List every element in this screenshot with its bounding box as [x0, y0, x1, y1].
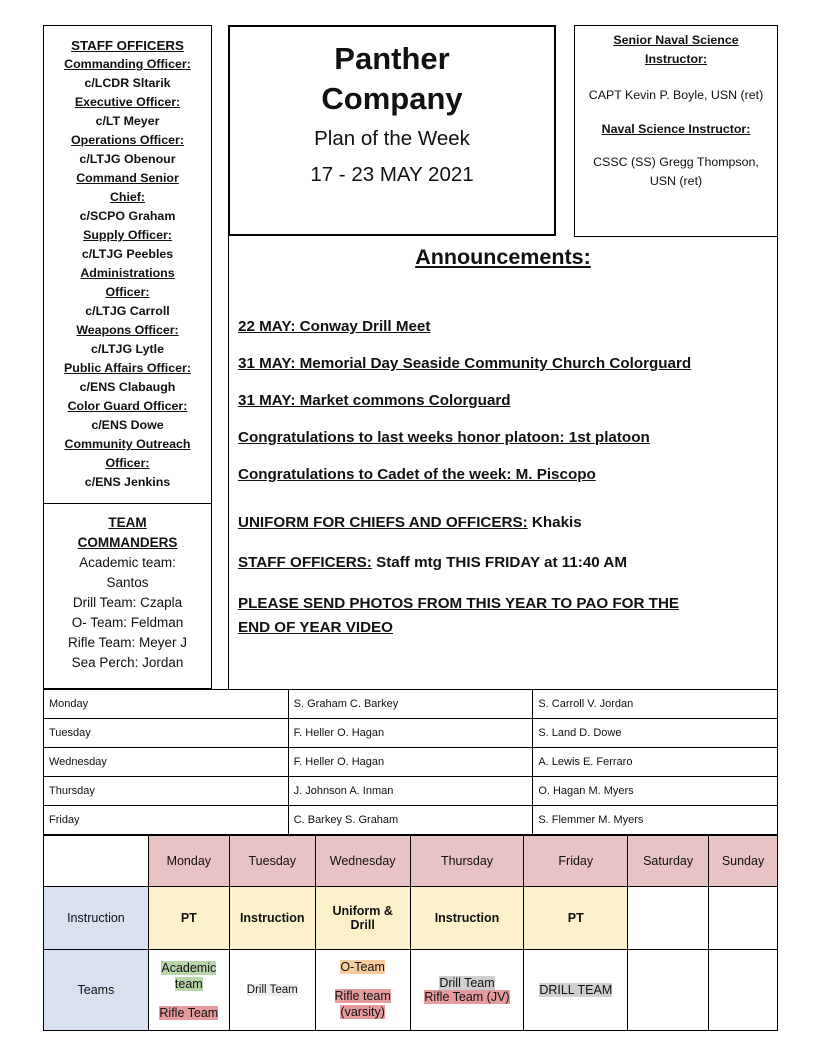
teams-cell-sunday — [709, 950, 778, 1031]
roster-day: Tuesday — [44, 719, 289, 748]
announcement-item: 31 MAY: Market commons Colorguard — [238, 392, 511, 409]
officer-name: c/LTJG Peebles — [81, 247, 174, 261]
staff-meeting-value: Staff mtg THIS FRIDAY at 11:40 AM — [371, 554, 628, 571]
day-header: Wednesday — [315, 836, 410, 887]
roster-pair: F. Heller O. Hagan — [288, 748, 533, 777]
announcement-item: 22 MAY: Conway Drill Meet — [238, 318, 431, 335]
officer-community-outreach — [44, 435, 211, 492]
senior-instructor-label: Senior Naval Science Instructor: — [613, 33, 739, 66]
team-commander-item: Rifle Team: Meyer J — [67, 635, 188, 650]
team-commanders-heading: TEAM COMMANDERS — [77, 515, 178, 550]
roster-pair: O. Hagan M. Myers — [533, 777, 778, 806]
officer-name: c/LCDR Sltarik — [84, 76, 171, 90]
plan-subtitle: Plan of the Week — [314, 127, 470, 150]
officer-name: c/ENS Jenkins — [84, 475, 171, 489]
team-commander-item: Sea Perch: Jordan — [71, 655, 184, 670]
team-tag-rifle-varsity: Rifle team (varsity) — [334, 989, 391, 1019]
staff-meeting-line — [238, 554, 627, 571]
team-tag-drill: Drill Team — [246, 984, 298, 996]
announcement-item: 31 MAY: Memorial Day Seaside Community Church Colorguard — [238, 355, 692, 372]
announcements-heading: Announcements: — [415, 245, 591, 269]
table-row — [44, 748, 778, 777]
roster-day: Friday — [44, 806, 289, 835]
roster-pair: S. Land D. Dowe — [533, 719, 778, 748]
officer-role: Command Senior Chief: — [76, 171, 179, 204]
day-header: Sunday — [709, 836, 778, 887]
teams-row-label: Teams — [44, 950, 149, 1031]
officer-role: Color Guard Officer: — [67, 399, 188, 413]
senior-instructor-name: CAPT Kevin P. Boyle, USN (ret) — [588, 88, 764, 102]
team-tag-drill: DRILL TEAM — [539, 983, 613, 997]
announcement-item: Congratulations to Cadet of the week: M. Piscopo — [238, 466, 596, 483]
officer-color-guard — [44, 397, 211, 435]
table-row — [44, 777, 778, 806]
teams-cell-friday — [524, 950, 628, 1031]
naval-instructor-label: Naval Science Instructor: — [601, 122, 751, 136]
team-commander-item: Drill Team: Czapla — [72, 595, 183, 610]
roster-pair: C. Barkey S. Graham — [288, 806, 533, 835]
officer-role: Supply Officer: — [83, 228, 172, 242]
team-tag-academic: Academic team — [161, 961, 217, 991]
day-header: Monday — [148, 836, 229, 887]
roster-pair: J. Johnson A. Inman — [288, 777, 533, 806]
instruction-cell: Uniform & Drill — [315, 887, 410, 950]
team-commanders-panel — [43, 503, 212, 689]
officer-name: c/LTJG Obenour — [79, 152, 176, 166]
team-tag-drill: Drill Team — [439, 976, 495, 990]
officer-name: c/LTJG Carroll — [85, 304, 170, 318]
instruction-cell: Instruction — [229, 887, 315, 950]
officer-role: Public Affairs Officer: — [64, 361, 191, 375]
roster-day: Wednesday — [44, 748, 289, 777]
announcement-item: Congratulations to last weeks honor platoon: 1st platoon — [238, 429, 650, 446]
title-panel — [228, 25, 556, 236]
table-row — [44, 719, 778, 748]
day-header: Saturday — [628, 836, 709, 887]
day-header: Thursday — [410, 836, 524, 887]
day-header: Friday — [524, 836, 628, 887]
officer-administrations — [44, 264, 211, 321]
naval-instructor-name: CSSC (SS) Gregg Thompson, USN (ret) — [593, 155, 759, 188]
roster-day: Monday — [44, 690, 289, 719]
staff-officers-heading: STAFF OFFICERS — [71, 38, 184, 53]
teams-cell-thursday — [410, 950, 524, 1031]
roster-day: Thursday — [44, 777, 289, 806]
officer-name: c/ENS Clabaugh — [79, 380, 176, 394]
weekly-schedule-table — [43, 835, 778, 1031]
officer-public-affairs — [44, 359, 211, 397]
roster-pair: S. Carroll V. Jordan — [533, 690, 778, 719]
roster-pair: F. Heller O. Hagan — [288, 719, 533, 748]
officer-name: c/SCPO Graham — [79, 209, 176, 223]
schedule-corner-cell — [44, 836, 149, 887]
instruction-cell — [709, 887, 778, 950]
instruction-cell: PT — [148, 887, 229, 950]
roster-pair: S. Flemmer M. Myers — [533, 806, 778, 835]
photos-request-line-1: PLEASE SEND PHOTOS FROM THIS YEAR TO PAO FOR THE — [238, 595, 680, 612]
table-row — [44, 690, 778, 719]
officer-role: Commanding Officer: — [64, 57, 191, 71]
uniform-line — [238, 514, 582, 531]
officer-supply — [44, 226, 211, 264]
instruction-cell: PT — [524, 887, 628, 950]
company-title: Panther Company — [321, 41, 463, 116]
officer-commanding — [44, 55, 211, 93]
officer-operations — [44, 131, 211, 169]
duty-roster-table — [43, 689, 778, 835]
instructors-panel — [574, 25, 778, 237]
week-dates: 17 - 23 MAY 2021 — [310, 163, 474, 186]
staff-meeting-label: STAFF OFFICERS: — [238, 554, 372, 571]
officer-role: Community Outreach Officer: — [64, 437, 191, 470]
teams-cell-tuesday — [229, 950, 315, 1031]
team-commander-item: Academic team: Santos — [79, 555, 176, 590]
schedule-header-row — [44, 836, 778, 887]
officer-executive — [44, 93, 211, 131]
instruction-cell — [628, 887, 709, 950]
officer-name: c/LTJG Lytle — [91, 342, 164, 356]
officer-role: Operations Officer: — [71, 133, 184, 147]
officer-command-senior-chief — [44, 169, 211, 226]
photos-request-line-2: END OF YEAR VIDEO — [238, 619, 393, 636]
team-tag-rifle-jv: Rifle Team (JV) — [424, 990, 510, 1004]
uniform-value: Khakis — [527, 514, 582, 531]
officer-role: Weapons Officer: — [76, 323, 179, 337]
officer-name: c/LT Meyer — [95, 114, 160, 128]
teams-cell-wednesday — [315, 950, 410, 1031]
teams-cell-monday — [148, 950, 229, 1031]
officer-weapons — [44, 321, 211, 359]
table-row — [44, 806, 778, 835]
team-commander-item: O- Team: Feldman — [71, 615, 184, 630]
roster-pair: S. Graham C. Barkey — [288, 690, 533, 719]
officer-role: Executive Officer: — [74, 95, 181, 109]
officer-name: c/ENS Dowe — [91, 418, 164, 432]
team-tag-rifle: Rifle Team — [159, 1006, 219, 1020]
team-tag-o-team: O-Team — [340, 960, 385, 974]
instruction-cell: Instruction — [410, 887, 524, 950]
day-header: Tuesday — [229, 836, 315, 887]
teams-row — [44, 950, 778, 1031]
roster-pair: A. Lewis E. Ferraro — [533, 748, 778, 777]
officer-role: Administrations Officer: — [80, 266, 175, 299]
staff-officers-panel — [43, 25, 212, 504]
teams-cell-saturday — [628, 950, 709, 1031]
announcements-panel — [228, 236, 778, 690]
instruction-row — [44, 887, 778, 950]
instruction-row-label: Instruction — [44, 887, 149, 950]
uniform-label: UNIFORM FOR CHIEFS AND OFFICERS: — [238, 514, 528, 531]
